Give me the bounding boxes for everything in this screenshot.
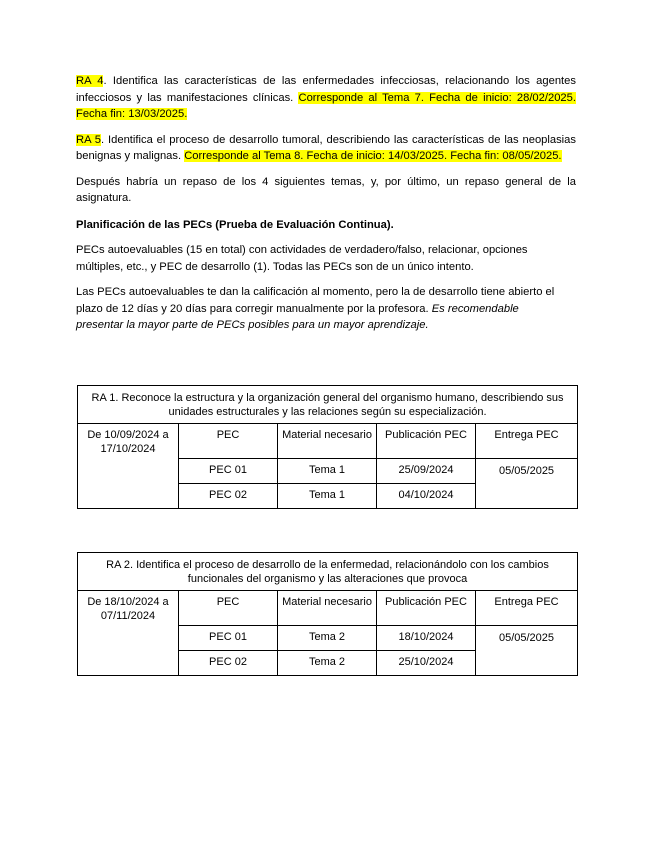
col-publicacion: Publicación PEC [377, 591, 476, 626]
date-range-cell: De 18/10/2024 a 07/11/2024 [78, 591, 179, 676]
col-entrega: Entrega PEC [476, 424, 578, 459]
ra4-text: . Identifica las características de las enfermedades infecciosas, relacionando los agentes infecciosos y las manifestaciones clínicas. [76, 75, 576, 104]
publicacion-cell: 18/10/2024 [377, 626, 476, 651]
col-material: Material necesario [278, 591, 377, 626]
pec-cell: PEC 02 [179, 651, 278, 676]
ra4-label: RA 4 [76, 75, 104, 87]
pec-table-ra2 [77, 552, 578, 676]
col-material: Material necesario [278, 424, 377, 459]
col-publicacion: Publicación PEC [377, 424, 476, 459]
planificacion-title: Planificación de las PECs (Prueba de Evaluación Continua). [76, 218, 394, 231]
ra5-label: RA 5 [76, 133, 102, 146]
ra4-paragraph [76, 73, 576, 123]
col-pec: PEC [179, 591, 278, 626]
ra5-paragraph [76, 132, 576, 165]
material-cell: Tema 1 [278, 459, 377, 484]
publicacion-cell: 25/09/2024 [377, 459, 476, 484]
material-cell: Tema 2 [278, 651, 377, 676]
ra5-highlight: Corresponde al Tema 8. Fecha de inicio: 14/03/2025. Fecha fin: 08/05/2025. [184, 150, 562, 162]
col-entrega: Entrega PEC [476, 591, 578, 626]
repaso-paragraph: Después habría un repaso de los 4 siguientes temas, y, por último, un repaso general de la asignatura. [76, 175, 576, 204]
pecs-intro: PECs autoevaluables (15 en total) con actividades de verdadero/falso, relacionar, opciones múltiples, etc., y PEC de desarrollo (1). Todas las PECs son de un único intento. [76, 244, 528, 273]
col-pec: PEC [179, 424, 278, 459]
material-cell: Tema 2 [278, 626, 377, 651]
pecs-calif-text: Las PECs autoevaluables te dan la calificación al momento, pero la de desarrollo tiene abierto el plazo de 12 días y 20 días para corregir manualmente por la profesora. [76, 286, 555, 315]
document-body [76, 73, 576, 334]
pec-cell: PEC 01 [179, 626, 278, 651]
pec-cell: PEC 01 [179, 459, 278, 484]
ra4-highlight: Corresponde al Tema 7. Fecha de inicio: 28/02/2025. Fecha fin: 13/03/2025. [76, 91, 576, 120]
material-cell: Tema 1 [278, 484, 377, 509]
table-header-ra2: RA 2. Identifica el proceso de desarrollo de la enfermedad, relacionándolo con los cambios funcionales del organismo y las alteraciones que provoca [78, 553, 578, 591]
entrega-cell: 05/05/2025 [476, 459, 578, 509]
entrega-cell: 05/05/2025 [476, 626, 578, 676]
pec-cell: PEC 02 [179, 484, 278, 509]
pec-table-ra1 [77, 385, 578, 509]
publicacion-cell: 25/10/2024 [377, 651, 476, 676]
publicacion-cell: 04/10/2024 [377, 484, 476, 509]
pecs-calificacion [76, 284, 576, 334]
date-range-cell: De 10/09/2024 a 17/10/2024 [78, 424, 179, 509]
table-header-ra1: RA 1. Reconoce la estructura y la organización general del organismo humano, describiendo sus unidades estructurales y las relaciones según su especialización. [78, 386, 578, 424]
ra5-text: . Identifica el proceso de desarrollo tumoral, describiendo las características de las neoplasias benignas y malignas. [76, 133, 576, 162]
pecs-recomendacion: Es recomendable presentar la mayor parte de PECs posibles para un mayor aprendizaje. [76, 302, 519, 331]
